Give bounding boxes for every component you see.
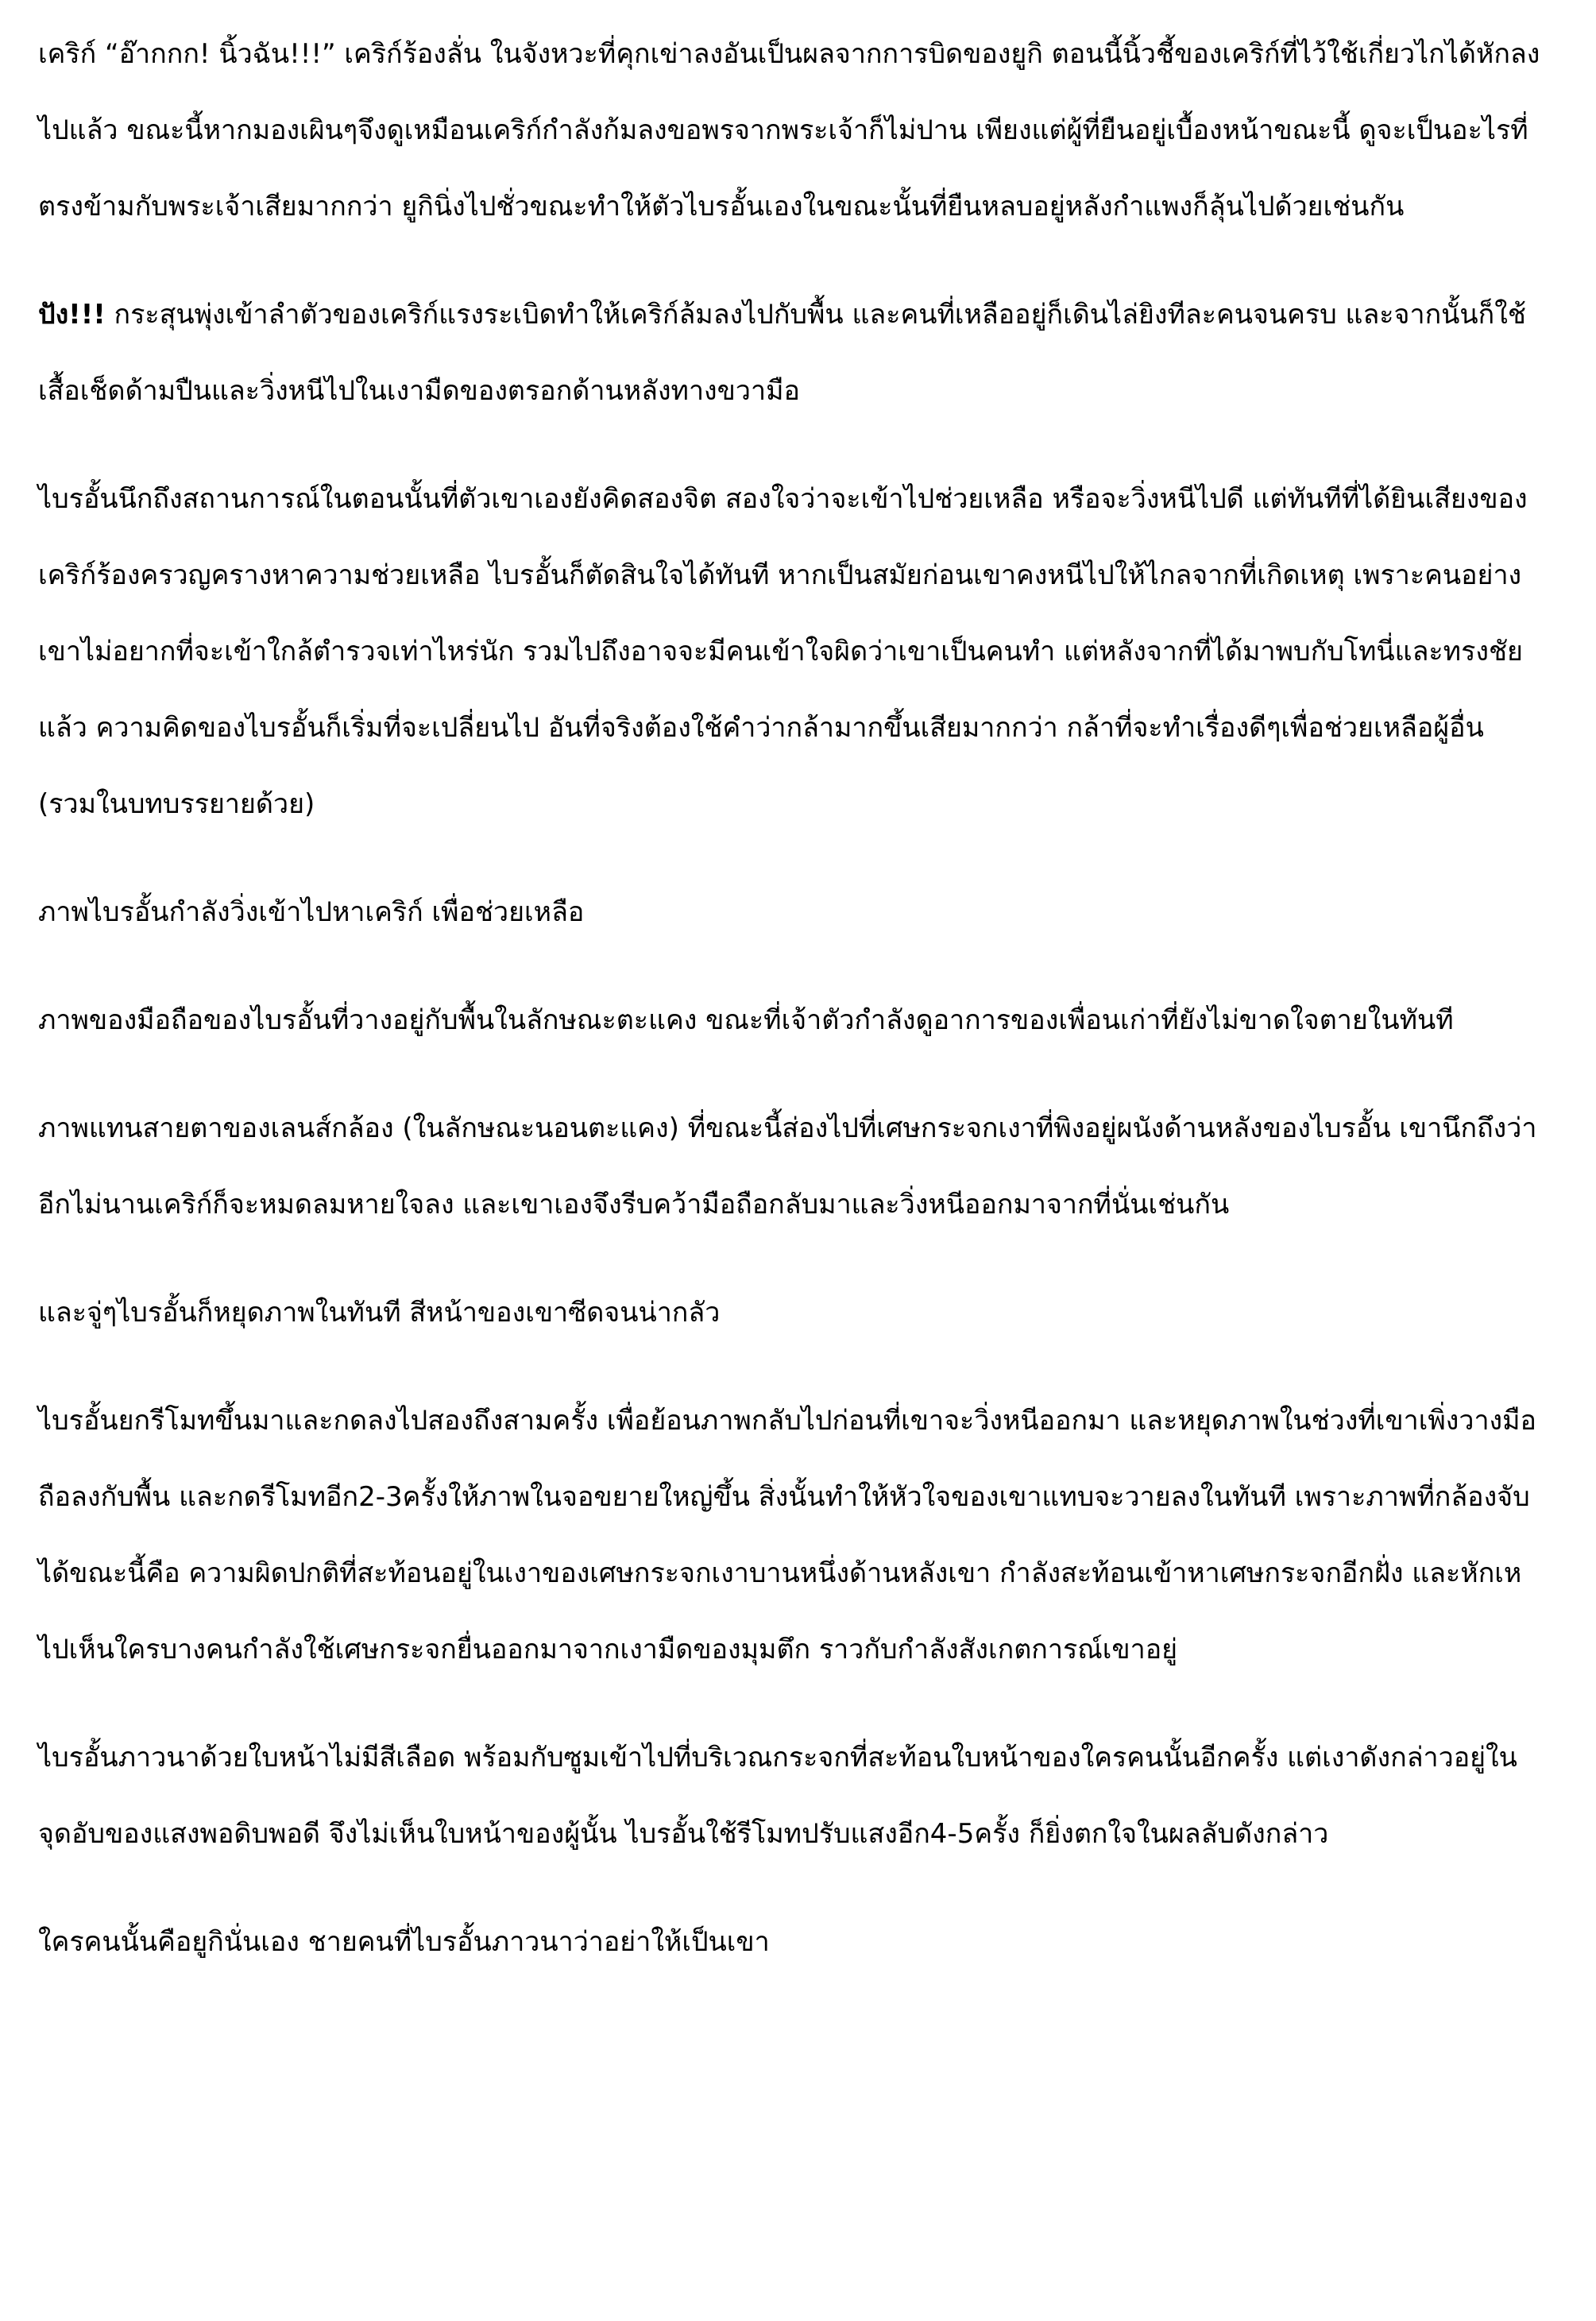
paragraph-text: และจู่ๆไบรอั้นก็หยุดภาพในทันที สีหน้าของเขาซีดจนน่ากลัว <box>38 1297 721 1329</box>
paragraph-text: ภาพไบรอั้นกำลังวิ่งเข้าไปหาเคริก์ เพื่อช่วยเหลือ <box>38 896 585 928</box>
paragraph-4 <box>38 874 1548 950</box>
paragraph-text: ไบรอั้นภาวนาด้วยใบหน้าไม่มีสีเลือด พร้อมกับซูมเข้าไปที่บริเวณกระจกที่สะท้อนใบหน้าของใครคนนั้นอีกครั้ง แต่เงาดังกล่าวอยู่ในจุดอับของแสงพอดิบพอดี จึงไม่เห็นใบหน้าของผู้นั้น ไบรอั้นใช้รีโมทปรับแสงอีก4-5ครั้ง ก็ยิ่งตกใจในผลลับดังกล่าว <box>38 1742 1517 1850</box>
paragraph-10 <box>38 1904 1548 1980</box>
paragraph-3 <box>38 461 1548 842</box>
paragraph-text: ภาพของมือถือของไบรอั้นที่วางอยู่กับพื้นในลักษณะตะแคง ขณะที่เจ้าตัวกำลังดูอาการของเพื่อนเก่าที่ยังไม่ขาดใจตายในทันที <box>38 1004 1454 1036</box>
paragraph-text: เคริก์ “อ๊ากกก! นิ้วฉัน!!!” เคริก์ร้องลั่น ในจังหวะที่คุกเข่าลงอันเป็นผลจากการบิดของยูกิ ตอนนี้นิ้วชี้ของเคริก์ที่ไว้ใช้เกี่ยวไกได้หักลงไปแล้ว ขณะนี้หากมองเผินๆจึงดูเหมือนเคริก์กำลังก้มลงขอพรจากพระเจ้าก็ไม่ปาน เพียงแต่ผู้ที่ยืนอยู่เบื้องหน้าขณะนี้ ดูจะเป็นอะไรที่ตรงข้ามกับพระเจ้าเสียมากกว่า ยูกินิ่งไปชั่วขณะทำให้ตัวไบรอั้นเองในขณะนั้นที่ยืนหลบอยู่หลังกำแพงก็ลุ้นไปด้วยเช่นกัน <box>38 38 1540 222</box>
paragraph-lead-bold: ปัง!!! <box>38 299 106 331</box>
paragraph-7 <box>38 1275 1548 1351</box>
paragraph-5 <box>38 982 1548 1058</box>
paragraph-text: ภาพแทนสายตาของเลนส์กล้อง (ในลักษณะนอนตะแคง) ที่ขณะนี้ส่องไปที่เศษกระจกเงาที่พิงอยู่ผนังด้านหลังของไบรอั้น เขานึกถึงว่าอีกไม่นานเคริก์ก็จะหมดลมหายใจลง และเขาเองจึงรีบคว้ามือถือกลับมาและวิ่งหนีออกมาจากที่นั่นเช่นกัน <box>38 1112 1537 1220</box>
paragraph-text: กระสุนพุ่งเข้าลำตัวของเคริก์แรงระเบิดทำให้เคริก์ล้มลงไปกับพื้น และคนที่เหลืออยู่ก็เดินไล่ยิงทีละคนจนครบ และจากนั้นก็ใช้เสื้อเช็ดด้ามปืนและวิ่งหนีไปในเงามืดของตรอกด้านหลังทางขวามือ <box>38 299 1526 407</box>
paragraph-text: ใครคนนั้นคือยูกินั่นเอง ชายคนที่ไบรอั้นภาวนาว่าอย่าให้เป็นเขา <box>38 1926 770 1958</box>
paragraph-6 <box>38 1090 1548 1243</box>
paragraph-2 <box>38 277 1548 429</box>
paragraph-1 <box>38 16 1548 245</box>
document-page <box>38 16 1548 2012</box>
paragraph-text: ไบรอั้นยกรีโมทขึ้นมาและกดลงไปสองถึงสามครั้ง เพื่อย้อนภาพกลับไปก่อนที่เขาจะวิ่งหนีออกมา และหยุดภาพในช่วงที่เขาเพิ่งวางมือถือลงกับพื้น และกดรีโมทอีก2-3ครั้งให้ภาพในจอขยายใหญ่ขึ้น สิ่งนั้นทำให้หัวใจของเขาแทบจะวายลงในทันที เพราะภาพที่กล้องจับได้ขณะนี้คือ ความผิดปกติที่สะท้อนอยู่ในเงาของเศษกระจกเงาบานหนึ่งด้านหลังเขา กำลังสะท้อนเข้าหาเศษกระจกอีกฝั่ง และหักเหไปเห็นใครบางคนกำลังใช้เศษกระจกยื่นออกมาจากเงามืดของมุมตึก ราวกับกำลังสังเกตการณ์เขาอยู่ <box>38 1405 1536 1665</box>
paragraph-text: ไบรอั้นนึกถึงสถานการณ์ในตอนนั้นที่ตัวเขาเองยังคิดสองจิต สองใจว่าจะเข้าไปช่วยเหลือ หรือจะวิ่งหนีไปดี แต่ทันทีที่ได้ยินเสียงของเคริก์ร้องครวญครางหาความช่วยเหลือ ไบรอั้นก็ตัดสินใจได้ทันที หากเป็นสมัยก่อนเขาคงหนีไปให้ไกลจากที่เกิดเหตุ เพราะคนอย่างเขาไม่อยากที่จะเข้าใกล้ตำรวจเท่าไหร่นัก รวมไปถึงอาจจะมีคนเข้าใจผิดว่าเขาเป็นคนทำ แต่หลังจากที่ได้มาพบกับโทนี่และทรงชัยแล้ว ความคิดของไบรอั้นก็เริ่มที่จะเปลี่ยนไป อันที่จริงต้องใช้คำว่ากล้ามากขึ้นเสียมากกว่า กล้าที่จะทำเรื่องดีๆเพื่อช่วยเหลือผู้อื่น (รวมในบทบรรยายด้วย) <box>38 483 1528 820</box>
paragraph-9 <box>38 1719 1548 1872</box>
paragraph-8 <box>38 1383 1548 1688</box>
